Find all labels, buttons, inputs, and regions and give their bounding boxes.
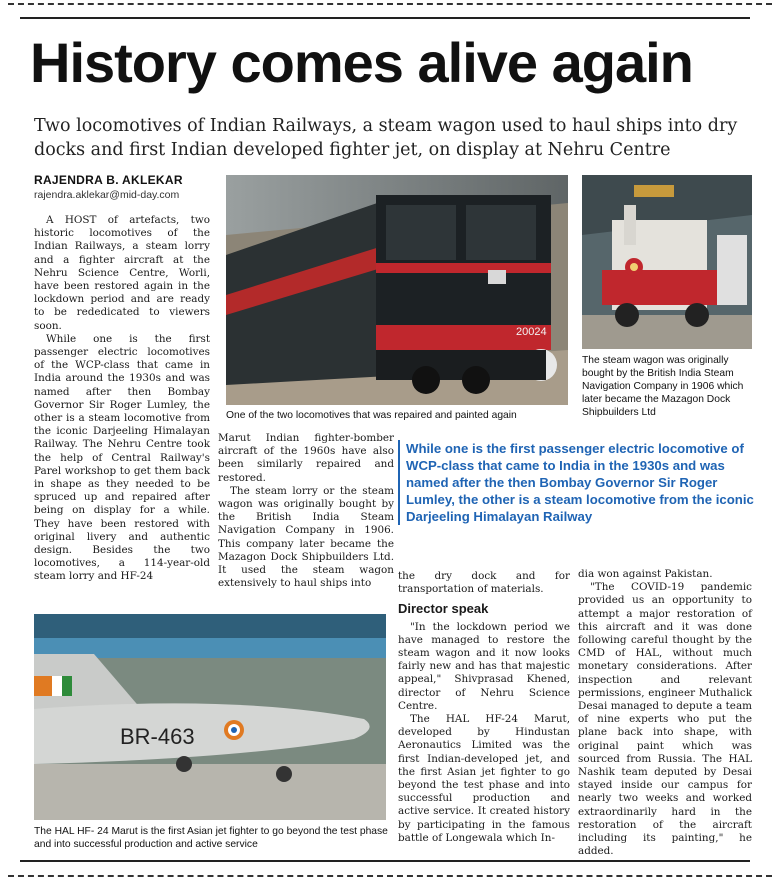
- top-rule: [20, 17, 750, 19]
- paragraph: Marut Indian fighter-bomber aircraft of the 1960s have also been similarly repaired and restored.: [218, 432, 394, 484]
- headline: History comes alive again: [30, 31, 693, 94]
- paragraph: "In the lockdown period we have managed to restore the steam wagon and it now looks fairly new and has that majestic appeal," Shivprasad Khened, director of Nehru Science Centre.: [398, 620, 570, 712]
- loco-number-label: 20024: [516, 326, 547, 338]
- locomotive-photo: [226, 175, 568, 405]
- jet-illustration: [34, 614, 386, 820]
- body-column-3: [398, 570, 570, 845]
- paragraph: The HAL HF-24 Marut, developed by Hindustan Aeronautics Limited was the first Indian-developed jet, and the first Asian jet fighter to go beyond the test phase and into successful production and active service. It created history by participating in the famous battle of Longewala which In-: [398, 713, 570, 844]
- body-column-2: [218, 432, 394, 590]
- locomotive-caption: One of the two locomotives that was repaired and painted again: [226, 410, 517, 421]
- steam-wagon-photo: [582, 175, 752, 349]
- bottom-dashed-border: [8, 875, 772, 877]
- steam-wagon-caption: The steam wagon was originally bought by the British India Steam Navigation Company in 1906 which later became the Mazagon Dock Shipbuilders Ltd: [582, 355, 744, 418]
- jet-serial-label: BR-463: [120, 724, 195, 749]
- paragraph: A HOST of artefacts, two historic locomotives of the Indian Railways, a steam lorry and a fighter aircraft at the Nehru Science Centre, Worli, have been restored again in the lockdown period and are ready to be rededicated to viewers soon.: [34, 214, 210, 332]
- paragraph: The steam lorry or the steam wagon was originally bought by the British India Steam Navigation Company in 1906. This company later became the Mazagon Dock Shipbuilders Ltd. It used the steam wagon extensively to haul ships into: [218, 484, 394, 590]
- body-column-4: [578, 568, 752, 858]
- byline: RAJENDRA B. AKLEKAR: [34, 173, 183, 187]
- subhead: Director speak: [398, 601, 489, 617]
- pull-quote: While one is the first passenger electric locomotive of WCP-class that came to India in the 1930s and was named after the then Bombay Governor Sir Roger Lumley, the other is a steam locomotive from the iconic Darjeeling Himalayan Railway: [398, 440, 762, 525]
- paragraph: "The COVID-19 pandemic provided us an opportunity to attempt a major restoration of this aircraft and it was done following careful thought by the CMD of HAL, without much monetary considerations. After inspection and relevant permissions, engineer Muthalick Desai managed to depute a team of nine experts who put the plane back into shape, with original paint which was sourced from Russia. The HAL Nashik team deputed by Desai stayed inside our campus for nearly two weeks and worked extraordinarily hard in the restoration of the aircraft including its painting," he added.: [578, 581, 752, 858]
- byline-email: rajendra.aklekar@mid-day.com: [34, 189, 180, 201]
- paragraph: dia won against Pakistan.: [578, 568, 713, 580]
- top-dashed-border: [8, 3, 772, 5]
- locomotive-illustration: [226, 175, 568, 405]
- jet-photo: [34, 614, 386, 820]
- deck: Two locomotives of Indian Railways, a steam wagon used to haul ships into dry docks and first Indian developed fighter jet, on display at Nehru Centre: [34, 116, 738, 160]
- jet-caption: The HAL HF- 24 Marut is the first Asian jet fighter to go beyond the test phase and into successful production and active service: [34, 826, 388, 850]
- bottom-rule: [20, 860, 750, 862]
- paragraph: While one is the first passenger electric locomotives of the WCP-class that came in India around the 1930s and was named after then Bombay Governor Sir Roger Lumley, the other is a steam locomotive from the iconic Darjeeling Himalayan Railway. The Nehru Centre took the help of Central Railway's Parel workshop to get them back in shape as they needed to be spruced up and repaired after being on display for a while. They have been restored with original livery and authentic design. Besides the two locomotives, a 114-year-old steam lorry and HF-24: [34, 332, 210, 583]
- steam-wagon-illustration: [582, 175, 752, 349]
- paragraph: the dry dock and for transportation of materials.: [398, 570, 570, 596]
- body-column-1: [34, 214, 210, 584]
